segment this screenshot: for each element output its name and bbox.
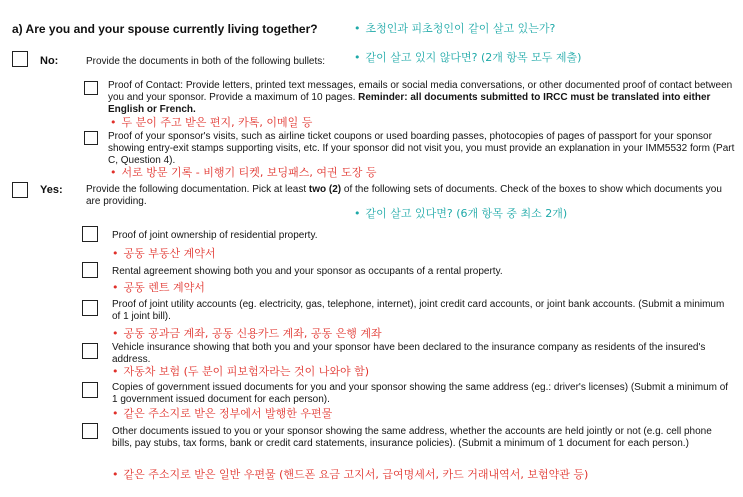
government-documents-checkbox[interactable] [82,382,98,398]
note-bullet: • [112,327,119,340]
yes-label: Yes: [40,184,63,196]
joint-property-note-ko [112,247,216,261]
no-label: No: [40,55,59,67]
sponsor-visits-text: Proof of your sponsor's visits, such as airline ticket coupons or used boarding passes, photocopies of pages of passport for your sponsor showing entry-exit stamps supporting visits, etc. If your sponsor did not visit you, you must provide an explanation in your IMM5532 form (Part C, Question 4). [108,131,735,166]
no-note-ko-text: 같이 살고 있지 않다면? (2개 항목 모두 제출) [365,51,582,64]
no-note-ko [354,51,581,65]
joint-property-note-ko-text: 공동 부동산 계약서 [123,247,216,260]
yes-instruction-post: of the following sets of documents. Check of the boxes to show which documents you are providing. [86,184,722,207]
other-documents-text: Other documents issued to you or your sponsor showing the same address, whether the accounts are held jointly or not (e.g. cell phone bills, pay stubs, tax forms, bank or credit card statements, insurance policies). (Submit a minimum of 1 document for each person.) [112,426,712,449]
note-bullet: • [354,51,361,64]
rental-agreement-text: Rental agreement showing both you and your sponsor as occupants of a rental property. [112,266,503,277]
question-title: a) Are you and your spouse currently living together? [12,22,318,36]
other-documents-note-ko [112,468,588,482]
no-instruction: Provide the documents in both of the following bullets: [86,56,326,67]
yes-instruction-bold: two (2) [308,184,342,195]
question-note-ko-text: 초청인과 피초청인이 같이 살고 있는가? [365,22,556,35]
sponsor-visits-note-ko-text: 서로 방문 기록 - 비행기 티켓, 보딩패스, 여권 도장 등 [121,166,377,179]
no-checkbox[interactable] [12,51,28,67]
note-bullet: • [112,468,119,481]
note-bullet: • [110,166,117,179]
yes-note-ko [354,207,567,221]
other-documents-checkbox[interactable] [82,423,98,439]
sponsor-visits-checkbox[interactable] [84,131,98,145]
yes-note-ko-text: 같이 살고 있다면? (6개 항목 중 최소 2개) [365,207,568,220]
government-documents-note-ko-text: 같은 주소지로 받은 정부에서 발행한 우편물 [123,407,333,420]
proof-of-contact-text [108,80,736,116]
note-bullet: • [112,407,119,420]
joint-accounts-text: Proof of joint utility accounts (eg. electricity, gas, telephone, internet), joint credit card accounts, or joint bank accounts. (Submit a minimum of 1 joint bill). [112,299,725,322]
note-bullet: • [112,365,119,378]
rental-agreement-note-ko-text: 공동 렌트 계약서 [123,281,205,294]
joint-accounts-note-ko-text: 공동 공과금 계좌, 공동 신용카드 계좌, 공동 은행 계좌 [123,327,382,340]
proof-of-contact-note-ko [110,116,312,130]
vehicle-insurance-note-ko-text: 자동차 보험 (두 분이 피보험자라는 것이 나와야 함) [123,365,370,378]
note-bullet: • [112,247,119,260]
note-bullet: • [354,207,361,220]
proof-of-contact-body: Proof of Contact: Provide letters, printed text messages, emails or social media conversations, or other documented proof of contact between you and your sponsor. Provide a maximum of 10 pages. [108,80,733,103]
joint-property-text: Proof of joint ownership of residential property. [112,230,318,241]
note-bullet: • [112,281,119,294]
note-bullet: • [354,22,361,35]
other-documents-note-ko-text: 같은 주소지로 받은 일반 우편물 (핸드폰 요금 고지서, 급여명세서, 카드 거래내역서, 보험약관 등) [123,468,589,481]
rental-agreement-note-ko [112,281,205,295]
yes-checkbox[interactable] [12,182,28,198]
yes-instruction-pre: Provide the following documentation. Pick at least [86,184,309,195]
proof-of-contact-note-ko-text: 두 분이 주고 받은 편지, 카톡, 이메일 등 [121,116,313,129]
vehicle-insurance-note-ko [112,365,369,379]
yes-instruction [86,184,726,208]
government-documents-note-ko [112,407,332,421]
rental-agreement-checkbox[interactable] [82,262,98,278]
joint-property-checkbox[interactable] [82,226,98,242]
joint-accounts-checkbox[interactable] [82,300,98,316]
proof-of-contact-reminder: Reminder: all documents submitted to IRCC must be translated into either English or French. [108,92,711,115]
sponsor-visits-note-ko [110,166,376,180]
joint-accounts-note-ko [112,327,382,341]
government-documents-text: Copies of government issued documents for you and your sponsor showing the same address (eg.: driver's licenses) (Submit a minimum of 1 government issued document for each person). [112,382,729,405]
note-bullet: • [110,116,117,129]
question-note-ko [354,22,555,36]
vehicle-insurance-checkbox[interactable] [82,343,98,359]
proof-of-contact-checkbox[interactable] [84,81,98,95]
vehicle-insurance-text: Vehicle insurance showing that both you and your sponsor have been declared to the insurance company as residents of the insured's address. [112,342,706,365]
